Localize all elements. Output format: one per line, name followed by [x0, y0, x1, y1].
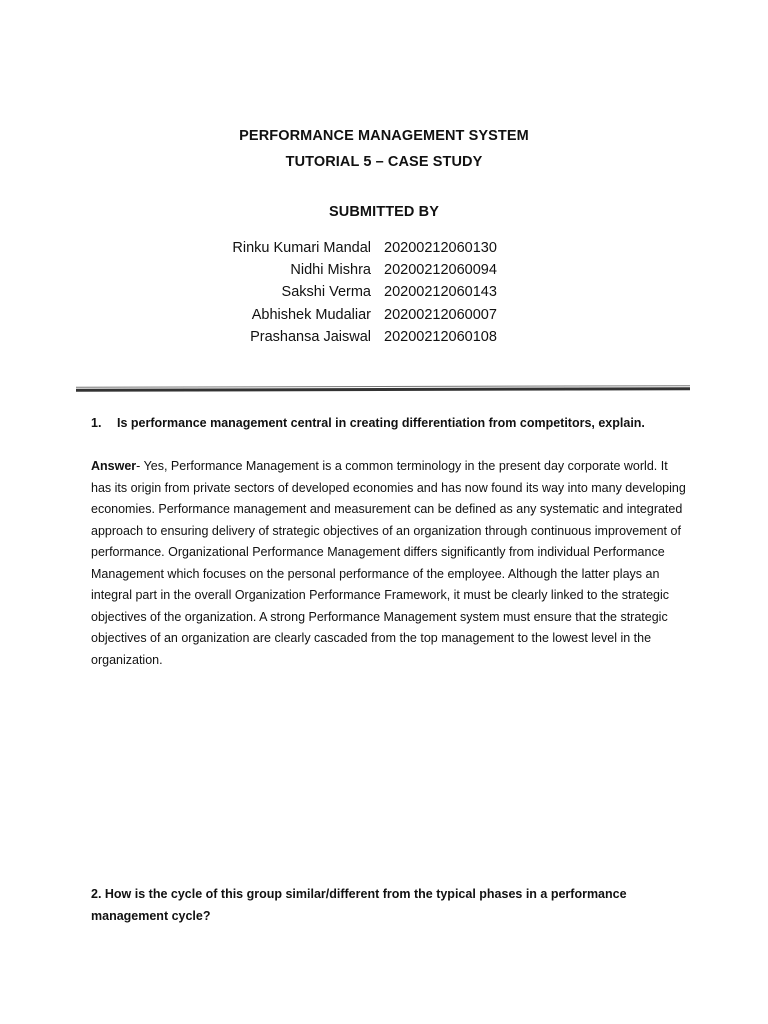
submitted-by-heading: SUBMITTED BY [329, 204, 439, 220]
question-text: Is performance management central in creating differentiation from competitors, explain. [117, 416, 645, 430]
question-2: 2. How is the cycle of this group similar/different from the typical phases in a performance management cycle? [91, 887, 627, 923]
member-row [0, 329, 768, 351]
member-name: Rinku Kumari Mandal [232, 240, 371, 256]
member-name: Nidhi Mishra [290, 262, 371, 279]
member-id: 20200212060108 [384, 328, 497, 345]
answer-text: - Yes, Performance Management is a common terminology in the present day corporate world. It has its origin from private sectors of developed economies and has now found its way into many developing economies. Performance management and measurement can be defined as any systematic and integrated approach to ensuring delivery of strategic objectives of an organization through continuous improvement of performance. Organizational Performance Management differs significantly from individual Performance Management which focuses on the personal performance of the employee. Although the latter plays an integral part in the overall Organization Performance Framework, it must be clearly linked to the strategic objectives of the organization. A strong Performance Management system must ensure that the strategic objectives of an organization are clearly cascaded from the top management to the lowest level in the organization. [91, 459, 686, 667]
member-row [0, 240, 768, 262]
member-id: 20200212060143 [384, 284, 497, 301]
answer-1 [91, 456, 691, 671]
member-id: 20200212060094 [384, 262, 497, 279]
member-name: Abhishek Mudaliar [251, 306, 371, 323]
member-id: 20200212060007 [384, 306, 497, 323]
members-list [0, 240, 768, 351]
member-id: 20200212060130 [384, 240, 497, 256]
section-divider [76, 385, 690, 393]
question-1 [91, 413, 691, 435]
member-row [0, 307, 768, 329]
answer-label: Answer [91, 459, 137, 473]
member-row [0, 284, 768, 306]
question-number: 1. [91, 416, 102, 430]
document-subtitle: TUTORIAL 5 – CASE STUDY [285, 154, 483, 170]
member-name: Sakshi Verma [281, 284, 371, 301]
member-name: Prashansa Jaiswal [250, 328, 371, 345]
member-row [0, 262, 768, 284]
document-title: PERFORMANCE MANAGEMENT SYSTEM [239, 128, 529, 144]
